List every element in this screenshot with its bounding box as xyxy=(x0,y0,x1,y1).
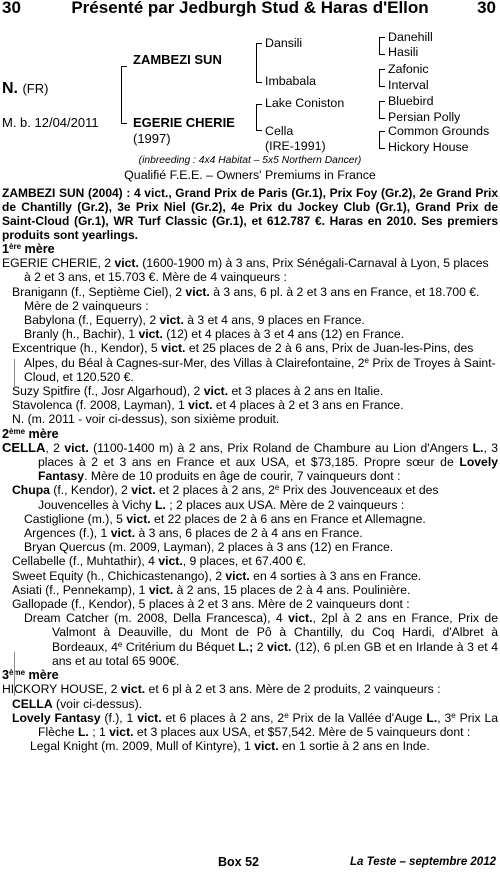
second-dam-section: CELLA, 2 vict. (1100-1400 m) à 2 ans, Prix Roland de Chambure au Lion d'Angers L., 3 places à 2 et 3 ans en France et aux USA, et $73,185. Propre sœur de Lovely Fantasy. Mère de 10 produits en âge de courir, 7 vainqueurs dont : Chupa (f., Kendor), 2 vict. et 2 places à 2 ans, 2e Prix des Jouvenceaux et des Jouvencelles à Vichy L. ; 2 places aux USA. Mère de 2 vainqueurs : Castiglione (m.), 5 vict. et 22 places de 2 à 6 ans en France et Allemagne. Argences (f.), 1 vict. à 3 ans, 6 places de 2 à 4 ans en France. Bryan Quercus (m. 2009, Layman), 2 places à 3 ans (12) en France. Cellabelle (f., Muhtathir), 4 vict., 9 places, et 67.400 €. Sweet Equity (h., Chichicastenango), 2 vict. en 4 sorties à 3 ans en France. Asiati (f., Pennekamp), 1 vict. à 2 ans, 15 places de 2 à 4 ans. Poulinière. Gallopade (f., Kendor), 5 places à 2 et 3 ans. Mère de 2 vainqueurs dont : Dream Catcher (m. 2008, Della Francesca), 4 vict., 2pl à 2 ans en France, Prix de Valmont à Deauville, du Mont de Pô à Chantilly, du Coq Hardi, d'Albret à Bordeaux, 4e Critérium du Béquet L.; 2 vict. (12), 6 pl.en GB et en Irlande à 3 et 4 ans et au total 65 900€. xyxy=(2,439,499,668)
horse-origin: (FR) xyxy=(22,81,49,96)
lot-number-right: 30 xyxy=(477,0,496,17)
qualification-note: Qualifié F.E.E. – Owners' Premiums in France xyxy=(124,168,376,182)
g4-5: Bluebird xyxy=(388,94,434,108)
sire-name: ZAMBEZI SUN xyxy=(133,52,222,67)
sire-sire: Dansili xyxy=(265,36,303,50)
g4-7: Common Grounds xyxy=(388,124,490,138)
g4-3: Zafonic xyxy=(388,62,429,76)
consignor-title: Présenté par Jedburgh Stud & Haras d'Ellon xyxy=(71,0,429,17)
first-dam-section: EGERIE CHERIE, 2 vict. (1600-1900 m) à 3 ans, Prix Sénégali-Carnaval à Lyon, 5 places à 2 et 3 ans, et 15.703 €. Mère de 4 vainqueurs : Branigann (f., Septième Ciel), 2 vict. à 3 ans, 6 pl. à 2 et 3 ans en France, et 18.700 €. Mère de 2 vainqueurs : Babylona (f., Equerry), 2 vict. à 3 et 4 ans, 9 places en France. Branly (h., Bachir), 1 vict. (12) et 4 places à 3 et 4 ans (12) en France. Excentrique (h., Kendor), 5 vict. et 25 places de 2 à 6 ans, Prix de Juan-les-Pins, des Alpes, du Béal à Cagnes-sur-Mer, des Villas à Clairefontaine, 2e Prix de Troyes à Saint-Cloud, et 120.520 €. Suzy Spitfire (f., Josr Algarhoud), 2 vict. et 3 places à 2 ans en Italie. Stavolenca (f. 2008, Layman), 1 vict. et 4 places à 2 et 3 ans en France. N. (m. 2011 - voir ci-dessus), son sixième produit. xyxy=(2,256,496,427)
horse-identity xyxy=(2,80,48,98)
dam-dam-origin: (IRE-1991) xyxy=(265,139,326,153)
box-number: Box 52 xyxy=(218,855,259,869)
sire-summary: ZAMBEZI SUN (2004) : 4 vict., Grand Prix de Paris (Gr.1), Prix Foy (Gr.2), 2e Grand Prix de Chantilly (Gr.2), 3e Prix Niel (Gr.2), 4e Prix du Jockey Club (Gr.1), Grand Prix de Saint-Cloud (Gr.1), WR Turf Classic (Gr.1), et 612.787 €. Haras en 2010. Ses premiers produits sont yearlings. xyxy=(2,186,498,242)
second-dam-heading: 2ème mère xyxy=(2,426,59,441)
dam-name: EGERIE CHERIE xyxy=(133,115,235,130)
sale-name: La Teste – septembre 2012 xyxy=(350,856,496,868)
horse-name: N. xyxy=(2,80,18,97)
g4-8: Hickory House xyxy=(388,140,469,154)
g4-4: Interval xyxy=(388,78,429,92)
inbreeding-note: (inbreeding : 4x4 Habitat – 5x5 Northern Dancer) xyxy=(138,155,362,166)
g4-1: Danehill xyxy=(388,30,433,44)
third-dam-section: HICKORY HOUSE, 2 vict. et 6 pl à 2 et 3 ans. Mère de 2 produits, 2 vainqueurs : CELLA (voir ci-dessus). Lovely Fantasy (f.), 1 vict. et 6 places à 2 ans, 2e Prix de la Vallée d'Auge L., 3e Prix La Flèche L. ; 1 vict. et 3 places aux USA, et $57,542. Mère de 5 vainqueurs dont : Legal Knight (m. 2009, Mull of Kintyre), 1 vict. en 1 sortie à 2 ans en Inde. xyxy=(2,682,499,754)
first-dam-heading: 1ère mère xyxy=(2,242,55,256)
horse-birth: M. b. 12/04/2011 xyxy=(2,115,99,130)
lot-number-left: 30 xyxy=(2,0,21,17)
dam-dam: Cella xyxy=(265,124,294,138)
dam-sire: Lake Coniston xyxy=(265,96,345,110)
third-dam-heading: 3ème mère xyxy=(2,668,59,683)
dam-year: (1997) xyxy=(133,131,171,146)
g4-2: Hasili xyxy=(388,45,419,59)
catalogue-body xyxy=(2,186,498,753)
g4-6: Persian Polly xyxy=(388,110,461,124)
sire-dam: Imbabala xyxy=(265,74,316,88)
